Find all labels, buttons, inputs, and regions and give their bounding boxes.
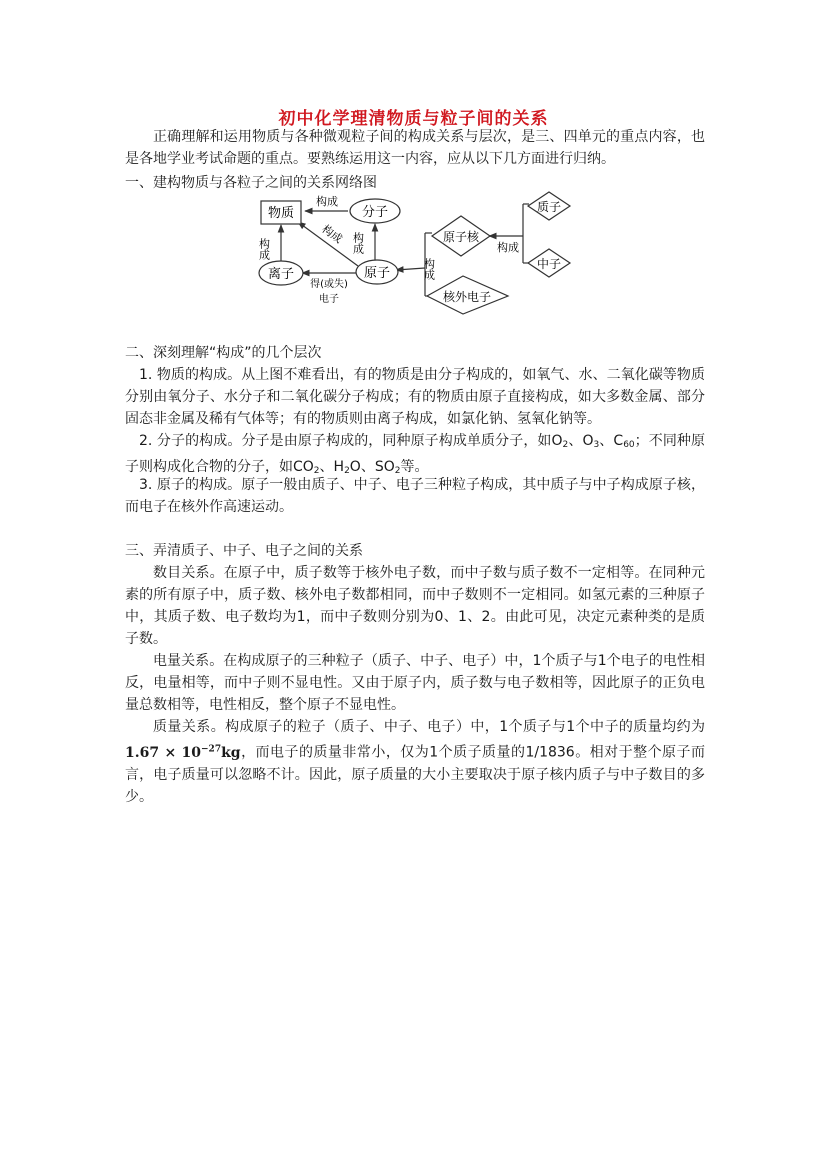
item2-text-c: 、C	[599, 433, 624, 449]
node-atom	[356, 260, 398, 284]
section3-para-charge: 电量关系。在构成原子的三种粒子（质子、中子、电子）中，1个质子与1个电子的电性相反，电量相等，而中子则不显电性。又由于原子内，质子数与电子数相等，因此原子的正负电量总数相等，电性相反，整个原子不显电性。	[125, 653, 705, 713]
item2-text-g: 等。	[400, 459, 429, 475]
item2-sub-co2: 2	[313, 466, 320, 476]
page-title: 初中化学理清物质与粒子间的关系	[278, 109, 549, 129]
node-atom-label: 原子	[363, 266, 391, 281]
mass-text-a: 质量关系。构成原子的粒子（质子、中子、电子）中，1个质子与1个中子的质量均约为	[153, 719, 705, 735]
node-proton-label: 质子	[536, 200, 562, 214]
node-proton	[528, 192, 570, 220]
node-molecule	[350, 199, 400, 223]
label-mol-to-sub: 构成	[316, 195, 338, 208]
section2-item3: 3. 原子的构成。原子一般由质子、中子、电子三种粒子构成，其中质子与中子构成原子核，而电子在核外作高速运动。	[125, 477, 705, 515]
node-neutron	[528, 249, 570, 277]
mass-formula	[125, 745, 241, 761]
relationship-diagram	[250, 190, 580, 315]
node-ion-label: 离子	[267, 267, 295, 282]
item2-text-a: 2. 分子的构成。分子是由原子构成的，同种原子构成单质分子，如O	[139, 433, 563, 449]
section2-item1: 1. 物质的构成。从上图不难看出，有的物质是由分子构成的，如氧气、水、二氧化碳等物质分别由氧分子、水分子和二氧化碳分子构成；有的物质由原子直接构成，如大多数金属、部分固态非金属及稀有气体等；有的物质则由离子构成，如氯化钠、氢氧化钠等。	[125, 367, 705, 427]
node-molecule-label: 分子	[361, 205, 389, 220]
item2-text-e: 、H	[319, 459, 345, 475]
mass-base: 1.67 × 10	[125, 744, 202, 761]
node-nucleus-label: 原子核	[442, 230, 480, 244]
label-proton-neutron: 构成	[497, 241, 519, 254]
section2-heading: 二、深刻理解“构成”的几个层次	[125, 345, 322, 361]
section3-para-number: 数目关系。在原子中，质子数等于核外电子数，而中子数与质子数不一定相等。在同种元素的所有原子中，质子数、核外电子数都相同，而中子数则不一定相同。如氢元素的三种原子中，其质子数、电子数均为1，而中子数则分别为0、1、2。由此可见，决定元素种类的是质子数。	[125, 565, 705, 647]
mass-exponent: −27	[201, 744, 222, 754]
section1-heading: 一、建构物质与各粒子之间的关系网络图	[125, 175, 377, 191]
node-substance	[261, 201, 301, 224]
item2-sub-h2o: 2	[344, 466, 350, 476]
label-atom-to-ion-top: 得(或失)	[310, 279, 348, 290]
mass-unit: kg	[221, 744, 241, 761]
intro-paragraph: 正确理解和运用物质与各种微观粒子间的构成关系与层次，是三、四单元的重点内容，也是各地学业考试命题的重点。要熟练运用这一内容，应从以下几方面进行归纳。	[125, 129, 705, 167]
label-atom-to-sub: 构成	[319, 222, 345, 246]
node-ion	[259, 261, 303, 285]
section3-heading: 三、弄清质子、中子、电子之间的关系	[125, 543, 363, 559]
item2-text-f: O、SO	[349, 459, 395, 475]
mass-text-b: ，而电子的质量非常小，仅为1个质子质量的1/1836。相对于整个原子而言，电子质量可以忽略不计。因此，原子质量的大小主要取决于原子核内质子与中子数目的多少。	[125, 744, 705, 805]
node-electron	[427, 276, 508, 314]
node-neutron-label: 中子	[536, 257, 562, 271]
section3-para-mass	[125, 716, 705, 808]
item2-sub-o3: 3	[593, 440, 600, 450]
label-nucleus-electron: 构成	[422, 258, 436, 280]
node-electron-label: 核外电子	[442, 290, 492, 304]
label-atom-to-ion-bottom: 电子	[319, 294, 339, 305]
item2-sub-so2: 2	[394, 466, 401, 476]
item2-text-d: ；不同种原子则构成化合物的分子，如CO	[125, 433, 706, 475]
node-nucleus	[432, 216, 490, 256]
item2-sub-o2: 2	[562, 440, 569, 450]
item2-text-b: 、O	[568, 433, 594, 449]
label-ion-to-sub: 构成	[257, 238, 271, 260]
label-atom-to-mol: 构成	[351, 232, 365, 254]
node-substance-label: 物质	[267, 206, 295, 221]
item2-sub-c60: 60	[623, 440, 635, 450]
